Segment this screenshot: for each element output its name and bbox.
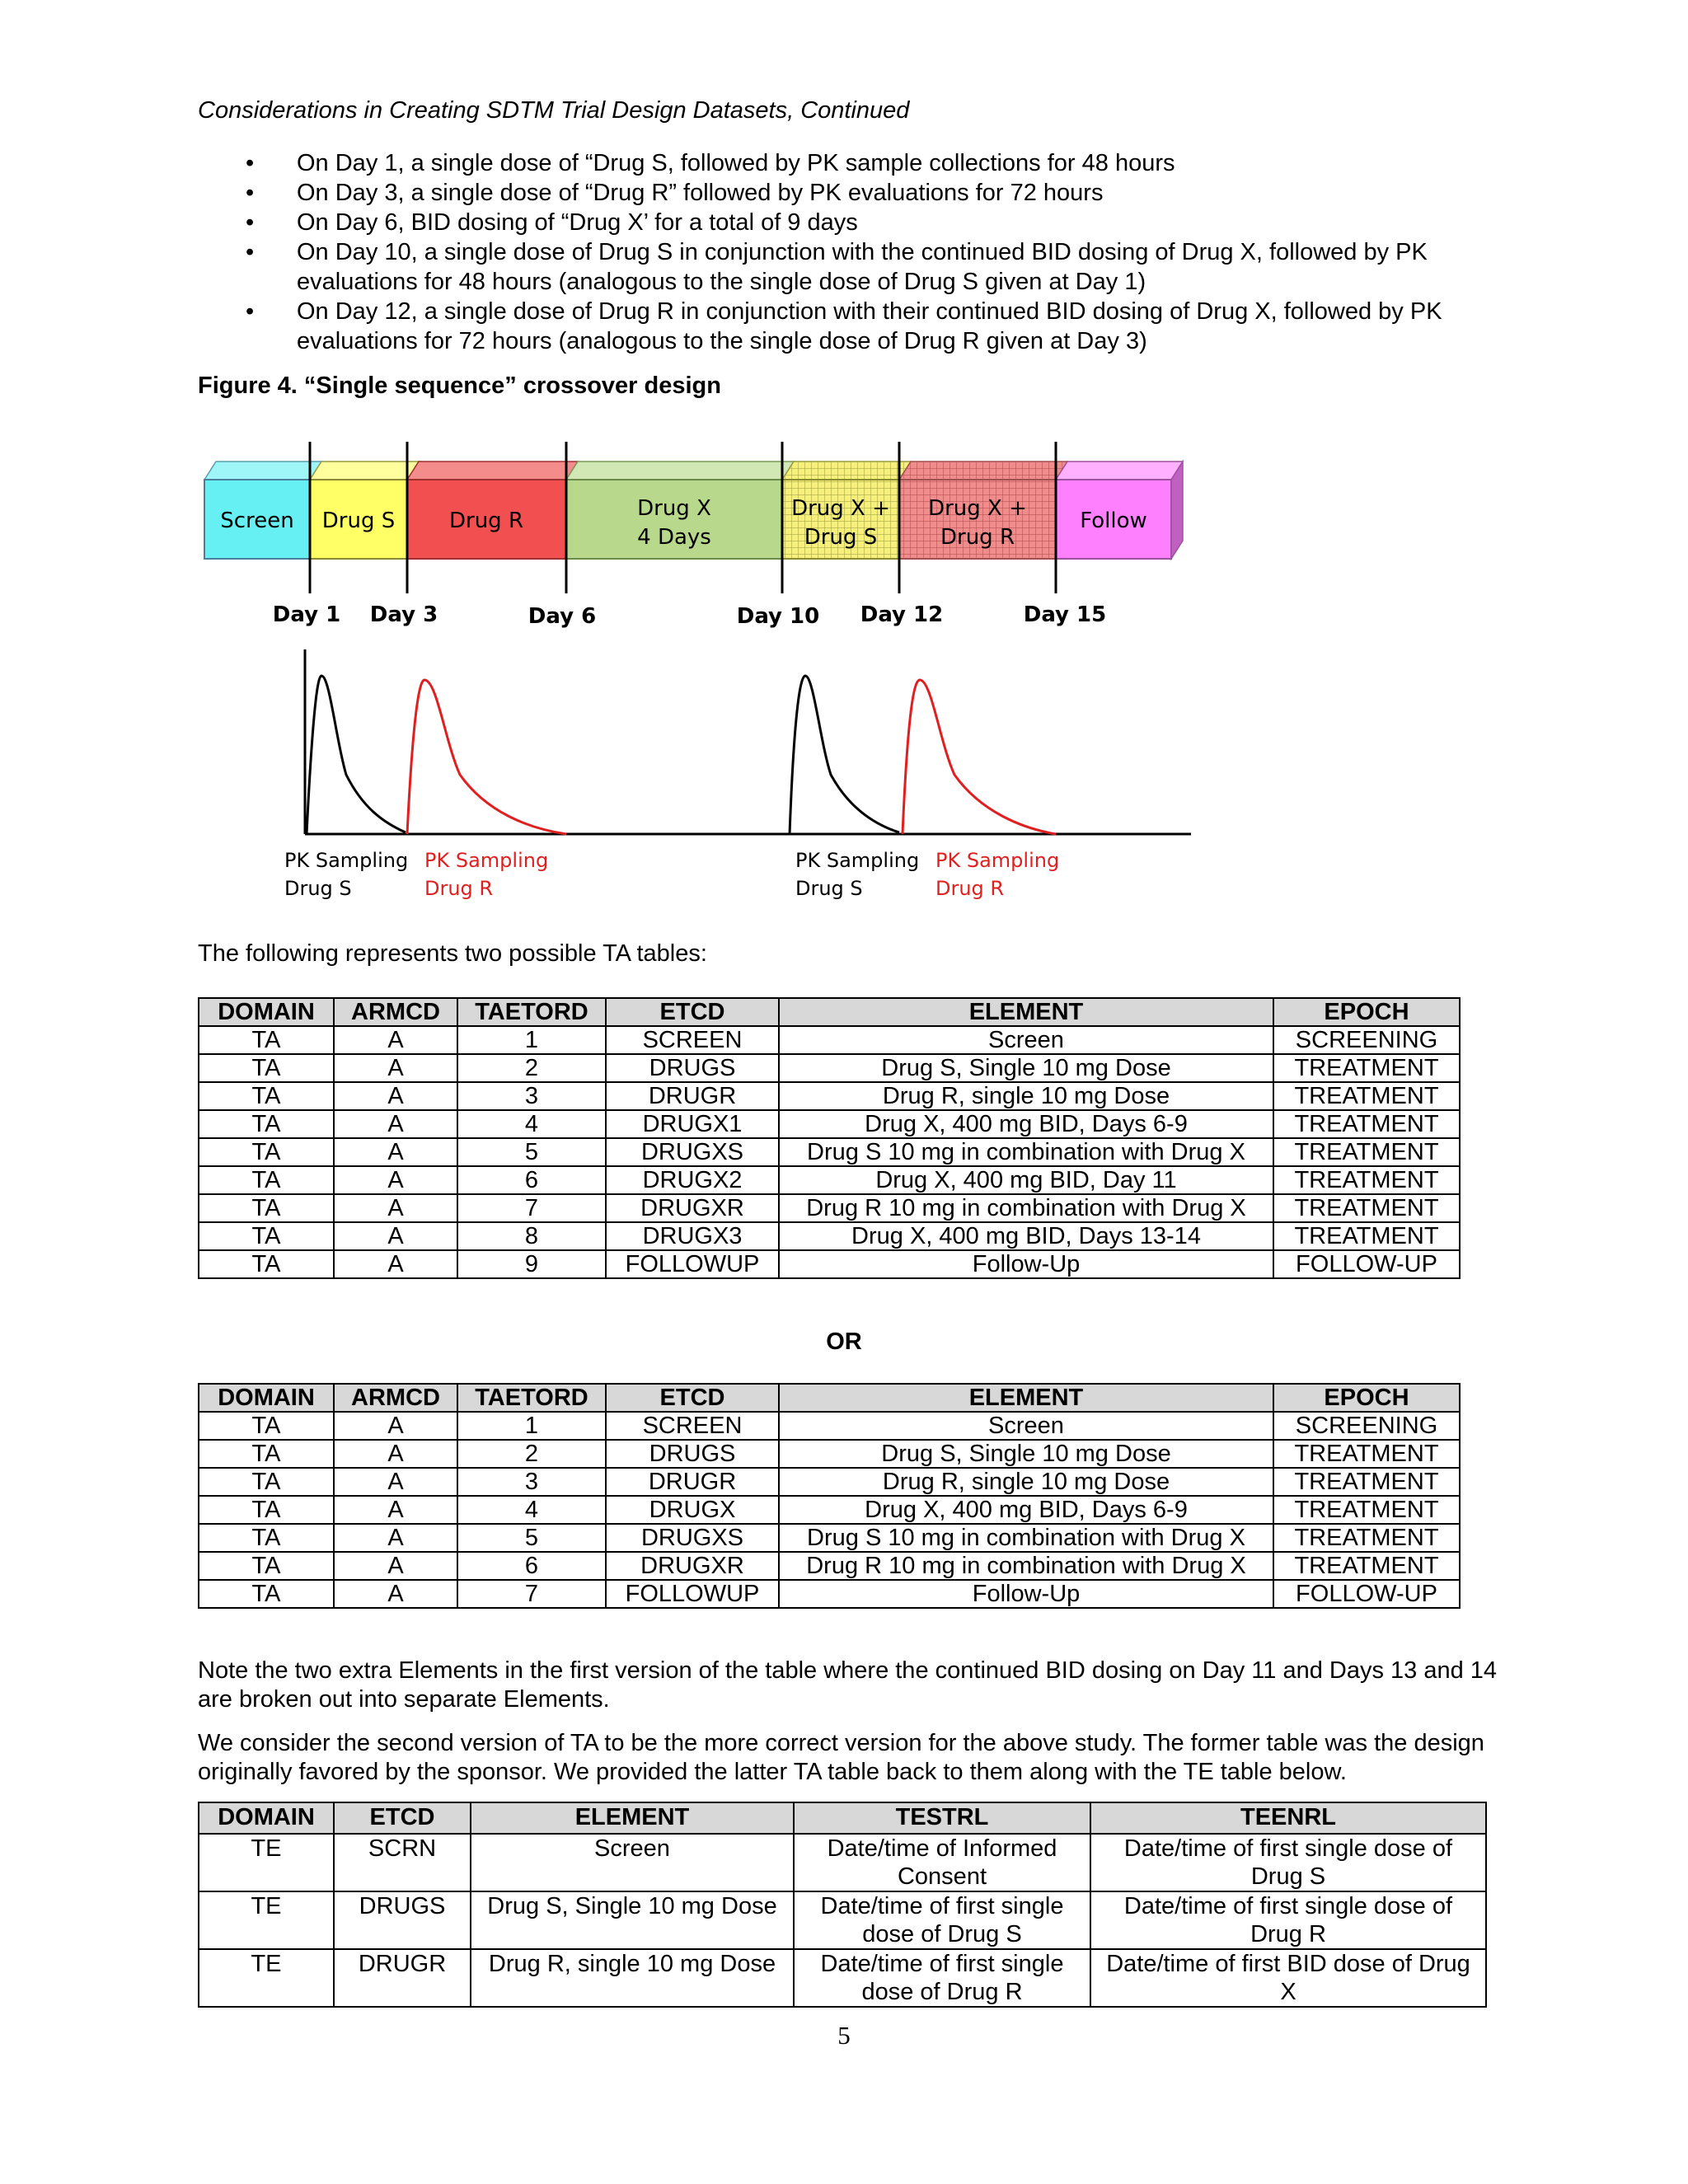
table-cell: 6 <box>457 1552 606 1580</box>
table-row <box>199 1250 1460 1278</box>
table-row <box>199 1166 1460 1194</box>
table-row <box>199 1949 1486 2007</box>
day-label: Day 6 <box>528 604 597 629</box>
table-cell: A <box>334 1440 457 1468</box>
table-cell: TREATMENT <box>1273 1194 1460 1222</box>
table-cell: Drug S 10 mg in combination with Drug X <box>779 1138 1273 1166</box>
segment-label: Drug X + <box>791 496 890 521</box>
table-cell: A <box>334 1580 457 1608</box>
table-header-row <box>199 998 1460 1026</box>
table-cell: 2 <box>457 1054 606 1082</box>
segment-label: 4 Days <box>637 525 711 550</box>
table-cell: SCRN <box>334 1834 471 1891</box>
table-cell: FOLLOW-UP <box>1273 1580 1460 1608</box>
table-cell: 5 <box>457 1524 606 1552</box>
table-cell: A <box>334 1054 457 1082</box>
table-row <box>199 1496 1460 1524</box>
table-cell: TA <box>199 1166 334 1194</box>
table-row <box>199 1054 1460 1082</box>
table-cell: 6 <box>457 1166 606 1194</box>
table-cell: A <box>334 1026 457 1054</box>
table-cell: TREATMENT <box>1273 1440 1460 1468</box>
table-cell: A <box>334 1166 457 1194</box>
segment-top-drug-x <box>566 462 794 480</box>
column-header: DOMAIN <box>199 998 334 1026</box>
column-header: ELEMENT <box>779 1384 1273 1412</box>
table-row <box>199 1222 1460 1250</box>
table-row <box>199 1552 1460 1580</box>
crossover-design-figure <box>198 429 1203 923</box>
table-cell: A <box>334 1194 457 1222</box>
table-cell: 3 <box>457 1468 606 1496</box>
table-cell: TA <box>199 1440 334 1468</box>
column-header: DOMAIN <box>199 1384 334 1412</box>
table-cell: 4 <box>457 1110 606 1138</box>
segment-label: Drug R <box>448 509 524 533</box>
table-cell: A <box>334 1222 457 1250</box>
table-cell: 8 <box>457 1222 606 1250</box>
pk-labels <box>284 849 1059 900</box>
table-cell: Drug R, single 10 mg Dose <box>779 1082 1273 1110</box>
table-cell: DRUGXS <box>606 1524 779 1552</box>
table-cell: A <box>334 1138 457 1166</box>
column-header: DOMAIN <box>199 1802 334 1834</box>
table-cell: TREATMENT <box>1273 1054 1460 1082</box>
table-cell: Drug R 10 mg in combination with Drug X <box>779 1194 1273 1222</box>
table-cell: A <box>334 1552 457 1580</box>
column-header: TAETORD <box>457 998 606 1026</box>
table-cell: TA <box>199 1468 334 1496</box>
column-header: ARMCD <box>334 1384 457 1412</box>
pk-label: PK Sampling <box>284 849 409 872</box>
table-cell: DRUGXR <box>606 1552 779 1580</box>
table-cell: TA <box>199 1250 334 1278</box>
table-cell: Screen <box>779 1026 1273 1054</box>
table-cell: DRUGS <box>606 1440 779 1468</box>
table-cell: 2 <box>457 1440 606 1468</box>
table-cell: Drug S 10 mg in combination with Drug X <box>779 1524 1273 1552</box>
day-label: Day 12 <box>860 602 944 627</box>
table-cell: Screen <box>779 1412 1273 1440</box>
te-table <box>198 1802 1487 2008</box>
segment-top-drug-xr <box>899 462 1067 480</box>
table-cell: TA <box>199 1138 334 1166</box>
table-cell: DRUGX2 <box>606 1166 779 1194</box>
ta-table-1 <box>198 997 1461 1279</box>
table-cell: DRUGXR <box>606 1194 779 1222</box>
pk-label: Drug S <box>795 877 863 900</box>
table-cell: A <box>334 1412 457 1440</box>
table-cell: Drug S, Single 10 mg Dose <box>779 1054 1273 1082</box>
table-cell: TREATMENT <box>1273 1166 1460 1194</box>
column-header: ETCD <box>606 998 779 1026</box>
table-cell: SCREENING <box>1273 1412 1460 1440</box>
segment-label: Drug X <box>637 496 711 521</box>
table-cell: SCREEN <box>606 1026 779 1054</box>
list-item: • On Day 10, a single dose of Drug S in conjunction with the continued BID dosing of Drug X, followed by PK evaluations for 48 hours (analogous to the single dose of Drug S given at Day 1) <box>198 237 1517 297</box>
table-cell: DRUGXS <box>606 1138 779 1166</box>
table-cell: Drug R, single 10 mg Dose <box>779 1468 1273 1496</box>
table-cell: Drug S, Single 10 mg Dose <box>471 1891 794 1949</box>
table-row <box>199 1891 1486 1949</box>
table-row <box>199 1026 1460 1054</box>
table-cell: 5 <box>457 1138 606 1166</box>
pk-curve-drug-r-2 <box>903 680 1056 834</box>
table-cell: SCREEN <box>606 1412 779 1440</box>
table-cell: TA <box>199 1524 334 1552</box>
table-row <box>199 1468 1460 1496</box>
table-cell: Date/time of first single dose of Drug R <box>794 1949 1090 2007</box>
pk-label: PK Sampling <box>795 849 920 872</box>
intro-paragraph: The following represents two possible TA tables: <box>198 940 707 967</box>
table-cell: DRUGR <box>334 1949 471 2007</box>
table-cell: Drug R 10 mg in combination with Drug X <box>779 1552 1273 1580</box>
list-item: • On Day 1, a single dose of “Drug S, followed by PK sample collections for 48 hours <box>198 148 1517 178</box>
table-cell: FOLLOWUP <box>606 1580 779 1608</box>
dosing-schedule-list <box>198 148 1517 356</box>
table-row <box>199 1194 1460 1222</box>
table-cell: A <box>334 1496 457 1524</box>
pk-label: PK Sampling <box>935 849 1060 872</box>
pk-label: Drug R <box>935 877 1005 900</box>
table-cell: Drug S, Single 10 mg Dose <box>779 1440 1273 1468</box>
segment-top-drug-s <box>310 462 419 480</box>
table-cell: Follow-Up <box>779 1580 1273 1608</box>
table-cell: TREATMENT <box>1273 1138 1460 1166</box>
pk-label: Drug S <box>284 877 352 900</box>
day-label: Day 1 <box>272 602 341 627</box>
day-label: Day 10 <box>736 604 820 629</box>
column-header: ARMCD <box>334 998 457 1026</box>
table-cell: SCREENING <box>1273 1026 1460 1054</box>
segment-label: Drug R <box>940 525 1015 550</box>
segment-top-drug-r <box>407 462 578 480</box>
table-cell: TA <box>199 1054 334 1082</box>
table-cell: 7 <box>457 1580 606 1608</box>
note-paragraph: Note the two extra Elements in the first version of the table where the continued BID dosing on Day 11 and Days 13 and 14 are broken out into separate Elements. <box>198 1657 1498 1713</box>
table-row <box>199 1580 1460 1608</box>
column-header: TEENRL <box>1090 1802 1486 1834</box>
table-cell: TREATMENT <box>1273 1082 1460 1110</box>
table-cell: TA <box>199 1110 334 1138</box>
table-cell: TREATMENT <box>1273 1468 1460 1496</box>
segment-label: Drug S <box>804 525 878 550</box>
pk-curves <box>305 649 1191 834</box>
column-header: TESTRL <box>794 1802 1090 1834</box>
pk-label: Drug R <box>424 877 494 900</box>
table-cell: TA <box>199 1552 334 1580</box>
or-separator: OR <box>826 1329 862 1355</box>
list-item: • On Day 6, BID dosing of “Drug X’ for a total of 9 days <box>198 208 1517 237</box>
table-cell: TA <box>199 1026 334 1054</box>
table-cell: DRUGX3 <box>606 1222 779 1250</box>
table-cell: Drug X, 400 mg BID, Days 6-9 <box>779 1496 1273 1524</box>
table-cell: FOLLOW-UP <box>1273 1250 1460 1278</box>
table-cell: TREATMENT <box>1273 1222 1460 1250</box>
pk-label: PK Sampling <box>424 849 549 872</box>
table-cell: 3 <box>457 1082 606 1110</box>
table-cell: A <box>334 1082 457 1110</box>
column-header: EPOCH <box>1273 998 1460 1026</box>
figure-caption: Figure 4. “Single sequence” crossover design <box>198 373 721 399</box>
table-cell: Drug X, 400 mg BID, Day 11 <box>779 1166 1273 1194</box>
segment-label: Screen <box>220 509 294 533</box>
table-row <box>199 1440 1460 1468</box>
table-cell: Date/time of Informed Consent <box>794 1834 1090 1891</box>
page-number: 5 <box>837 2021 851 2050</box>
table-cell: TREATMENT <box>1273 1552 1460 1580</box>
segment-top-drug-xs <box>782 462 911 480</box>
table-header-row <box>199 1384 1460 1412</box>
day-label: Day 15 <box>1023 602 1107 627</box>
column-header: ETCD <box>606 1384 779 1412</box>
column-header: ELEMENT <box>779 998 1273 1026</box>
table-cell: TA <box>199 1496 334 1524</box>
table-row <box>199 1138 1460 1166</box>
table-cell: Date/time of first BID dose of Drug X <box>1090 1949 1486 2007</box>
table-row <box>199 1110 1460 1138</box>
table-cell: Follow-Up <box>779 1250 1273 1278</box>
table-cell: TE <box>199 1891 334 1949</box>
table-cell: TA <box>199 1580 334 1608</box>
table-cell: TA <box>199 1082 334 1110</box>
table-cell: 7 <box>457 1194 606 1222</box>
day-labels <box>273 602 1106 629</box>
table-cell: TE <box>199 1834 334 1891</box>
segment-label: Follow <box>1080 509 1147 533</box>
day-label: Day 3 <box>369 602 438 627</box>
segment-label: Drug X + <box>928 496 1027 521</box>
table-cell: TA <box>199 1412 334 1440</box>
ta-table-2 <box>198 1383 1461 1609</box>
consider-paragraph: We consider the second version of TA to be the more correct version for the above study. The former table was the design originally favored by the sponsor. We provided the latter TA table back to them along with the TE table below. <box>198 1730 1484 1785</box>
column-header: TAETORD <box>457 1384 606 1412</box>
table-cell: DRUGS <box>334 1891 471 1949</box>
table-cell: Drug X, 400 mg BID, Days 13-14 <box>779 1222 1273 1250</box>
table-cell: TREATMENT <box>1273 1524 1460 1552</box>
running-header: Considerations in Creating SDTM Trial Design Datasets, Continued <box>198 97 910 124</box>
table-cell: DRUGS <box>606 1054 779 1082</box>
table-cell: Date/time of first single dose of Drug R <box>1090 1891 1486 1949</box>
segment-side-follow <box>1171 462 1183 559</box>
table-cell: TE <box>199 1949 334 2007</box>
segment-label: Drug S <box>321 509 396 533</box>
pk-curve-drug-s <box>307 676 406 834</box>
table-header-row <box>199 1802 1486 1834</box>
table-cell: 4 <box>457 1496 606 1524</box>
table-cell: Drug X, 400 mg BID, Days 6-9 <box>779 1110 1273 1138</box>
table-cell: DRUGR <box>606 1468 779 1496</box>
table-row <box>199 1524 1460 1552</box>
pk-curve-drug-r <box>407 680 566 834</box>
table-cell: A <box>334 1468 457 1496</box>
pk-curve-drug-s-2 <box>790 676 899 834</box>
table-cell: TREATMENT <box>1273 1496 1460 1524</box>
list-item: • On Day 12, a single dose of Drug R in conjunction with their continued BID dosing of Drug X, followed by PK evaluations for 72 hours (analogous to the single dose of Drug R given at Day 3) <box>198 297 1517 356</box>
table-cell: Date/time of first single dose of Drug S <box>1090 1834 1486 1891</box>
table-row <box>199 1834 1486 1891</box>
table-cell: TREATMENT <box>1273 1110 1460 1138</box>
column-header: ETCD <box>334 1802 471 1834</box>
table-cell: FOLLOWUP <box>606 1250 779 1278</box>
table-cell: TA <box>199 1194 334 1222</box>
table-cell: DRUGX1 <box>606 1110 779 1138</box>
table-cell: A <box>334 1110 457 1138</box>
table-cell: 1 <box>457 1412 606 1440</box>
table-cell: DRUGR <box>606 1082 779 1110</box>
table-cell: A <box>334 1524 457 1552</box>
segment-top-follow <box>1056 462 1183 480</box>
column-header: EPOCH <box>1273 1384 1460 1412</box>
table-cell: Drug R, single 10 mg Dose <box>471 1949 794 2007</box>
table-cell: TA <box>199 1222 334 1250</box>
list-item: • On Day 3, a single dose of “Drug R” followed by PK evaluations for 72 hours <box>198 178 1517 208</box>
segment-top-screen <box>204 462 321 480</box>
table-row <box>199 1082 1460 1110</box>
column-header: ELEMENT <box>471 1802 794 1834</box>
table-row <box>199 1412 1460 1440</box>
table-cell: A <box>334 1250 457 1278</box>
table-cell: 9 <box>457 1250 606 1278</box>
table-cell: Screen <box>471 1834 794 1891</box>
table-cell: DRUGX <box>606 1496 779 1524</box>
table-cell: Date/time of first single dose of Drug S <box>794 1891 1090 1949</box>
table-cell: 1 <box>457 1026 606 1054</box>
